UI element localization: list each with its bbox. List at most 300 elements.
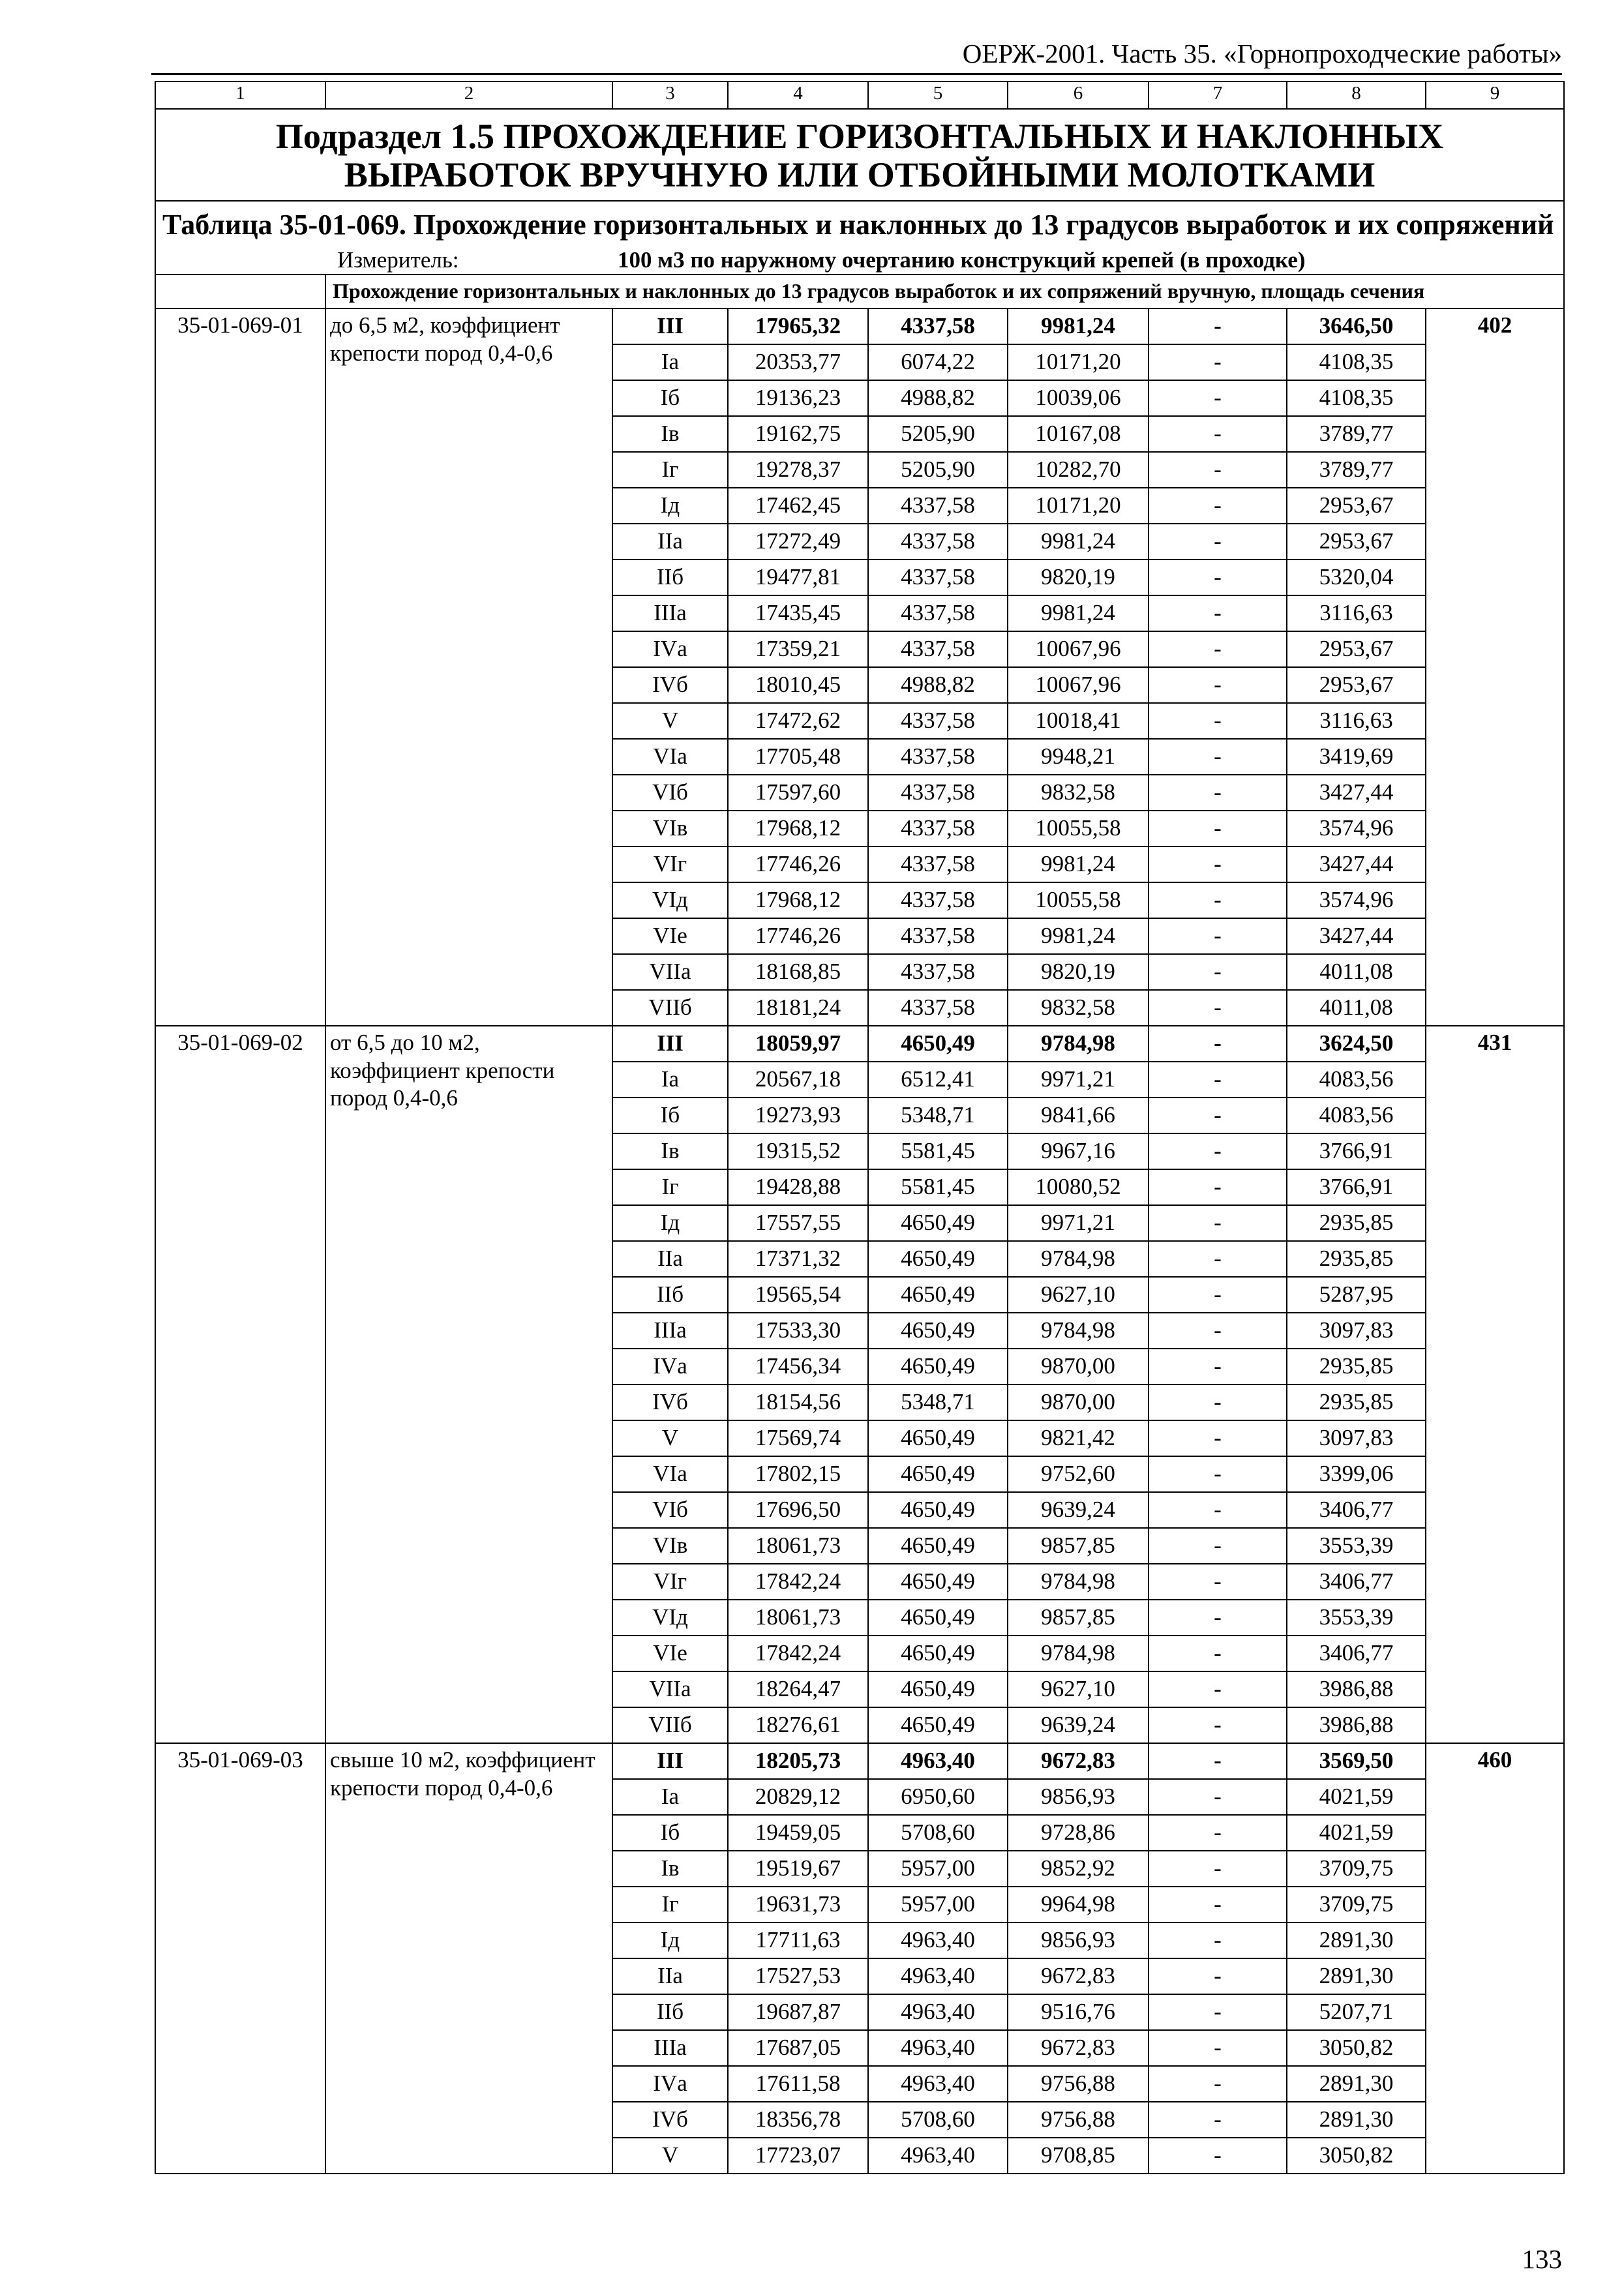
cell-c7: - <box>1149 667 1287 703</box>
cell-c3: VIIа <box>612 1671 728 1707</box>
cell-c3: Iг <box>612 1887 728 1922</box>
cell-c5: 4963,40 <box>868 1994 1008 2030</box>
column-number: 1 <box>155 82 325 109</box>
cell-c6: 9639,24 <box>1008 1707 1149 1743</box>
section-title-row <box>155 275 1564 308</box>
cell-c7: - <box>1149 488 1287 524</box>
cell-c5: 4650,49 <box>868 1205 1008 1241</box>
cell-c3: IVб <box>612 2102 728 2138</box>
cell-c7: - <box>1149 1098 1287 1133</box>
cell-c5: 4963,40 <box>868 1958 1008 1994</box>
cell-c3: VIIб <box>612 990 728 1026</box>
cell-c8: 3406,77 <box>1287 1636 1426 1671</box>
cell-c7: - <box>1149 1169 1287 1205</box>
cell-c7: - <box>1149 524 1287 560</box>
cell-c7: - <box>1149 703 1287 739</box>
cell-c6: 9672,83 <box>1008 1743 1149 1779</box>
rate-description: свыше 10 м2, коэффициент крепости пород 0,4-0,6 <box>325 1743 612 2174</box>
cell-c7: - <box>1149 1277 1287 1313</box>
cell-c8: 4083,56 <box>1287 1098 1426 1133</box>
cell-c8: 3789,77 <box>1287 452 1426 488</box>
cell-c4: 18154,56 <box>728 1384 868 1420</box>
cell-c7: - <box>1149 1492 1287 1528</box>
cell-c6: 9627,10 <box>1008 1671 1149 1707</box>
cell-c8: 4083,56 <box>1287 1062 1426 1098</box>
meter-label-cell <box>155 247 612 275</box>
cell-c3: Iа <box>612 1779 728 1815</box>
cell-c8: 2891,30 <box>1287 1958 1426 1994</box>
cell-c8: 2891,30 <box>1287 2066 1426 2102</box>
table-title: Таблица 35-01-069. Прохождение горизонтальных и наклонных до 13 градусов выработок и их сопряжений <box>155 201 1564 247</box>
rank-value: 460 <box>1426 1743 1564 2174</box>
cell-c5: 4337,58 <box>868 775 1008 811</box>
header-rule <box>151 73 1562 75</box>
cell-c6: 9857,85 <box>1008 1528 1149 1564</box>
cell-c4: 18010,45 <box>728 667 868 703</box>
cell-c6: 10080,52 <box>1008 1169 1149 1205</box>
cell-c7: - <box>1149 990 1287 1026</box>
cell-c8: 3709,75 <box>1287 1887 1426 1922</box>
cell-c6: 9870,00 <box>1008 1349 1149 1384</box>
cell-c7: - <box>1149 2102 1287 2138</box>
cell-c5: 4337,58 <box>868 524 1008 560</box>
cell-c3: Iв <box>612 1851 728 1887</box>
cell-c3: V <box>612 703 728 739</box>
cell-c3: IIIа <box>612 1313 728 1349</box>
cell-c7: - <box>1149 452 1287 488</box>
cell-c8: 3709,75 <box>1287 1851 1426 1887</box>
cell-c7: - <box>1149 1636 1287 1671</box>
rate-description: до 6,5 м2, коэффициент крепости пород 0,4-0,6 <box>325 308 612 1026</box>
cell-c6: 9967,16 <box>1008 1133 1149 1169</box>
cell-c7: - <box>1149 560 1287 595</box>
cell-c5: 6074,22 <box>868 344 1008 380</box>
cell-c7: - <box>1149 1958 1287 1994</box>
cell-c3: VIд <box>612 1600 728 1636</box>
cell-c7: - <box>1149 631 1287 667</box>
cell-c6: 9981,24 <box>1008 918 1149 954</box>
cell-c8: 2953,67 <box>1287 667 1426 703</box>
cell-c6: 9784,98 <box>1008 1026 1149 1062</box>
cell-c7: - <box>1149 1922 1287 1958</box>
cell-c3: Iг <box>612 452 728 488</box>
cell-c7: - <box>1149 1743 1287 1779</box>
cell-c5: 6512,41 <box>868 1062 1008 1098</box>
cell-c6: 9784,98 <box>1008 1564 1149 1600</box>
cell-c4: 17711,63 <box>728 1922 868 1958</box>
cell-c4: 17462,45 <box>728 488 868 524</box>
cell-c7: - <box>1149 595 1287 631</box>
cell-c6: 9856,93 <box>1008 1779 1149 1815</box>
cell-c4: 19687,87 <box>728 1994 868 2030</box>
column-number: 9 <box>1426 82 1564 109</box>
cell-c3: Iб <box>612 1098 728 1133</box>
cell-c7: - <box>1149 775 1287 811</box>
column-number: 8 <box>1287 82 1426 109</box>
cell-c7: - <box>1149 1205 1287 1241</box>
cell-c7: - <box>1149 918 1287 954</box>
cell-c3: VIа <box>612 739 728 775</box>
cell-c8: 3574,96 <box>1287 811 1426 846</box>
cell-c8: 4011,08 <box>1287 990 1426 1026</box>
cell-c4: 17371,32 <box>728 1241 868 1277</box>
cell-c6: 9870,00 <box>1008 1384 1149 1420</box>
rate-code: 35-01-069-02 <box>155 1026 325 1743</box>
cell-c3: IVб <box>612 667 728 703</box>
cell-c4: 19315,52 <box>728 1133 868 1169</box>
cell-c8: 3050,82 <box>1287 2138 1426 2174</box>
cell-c4: 17687,05 <box>728 2030 868 2066</box>
cell-c5: 5708,60 <box>868 2102 1008 2138</box>
column-number-row <box>155 82 1564 109</box>
cell-c7: - <box>1149 1241 1287 1277</box>
cell-c3: IIа <box>612 1241 728 1277</box>
cell-c3: Iд <box>612 1205 728 1241</box>
cell-c6: 9516,76 <box>1008 1994 1149 2030</box>
cell-c3: Iа <box>612 344 728 380</box>
cell-c4: 19519,67 <box>728 1851 868 1887</box>
cell-c4: 17723,07 <box>728 2138 868 2174</box>
cell-c5: 4963,40 <box>868 1922 1008 1958</box>
cell-c5: 4650,49 <box>868 1277 1008 1313</box>
cell-c4: 17533,30 <box>728 1313 868 1349</box>
cell-c6: 9639,24 <box>1008 1492 1149 1528</box>
cell-c4: 18061,73 <box>728 1528 868 1564</box>
cell-c8: 5287,95 <box>1287 1277 1426 1313</box>
cell-c5: 4337,58 <box>868 739 1008 775</box>
cell-c8: 3766,91 <box>1287 1133 1426 1169</box>
cell-c3: VIб <box>612 775 728 811</box>
cell-c7: - <box>1149 1564 1287 1600</box>
cell-c4: 17696,50 <box>728 1492 868 1528</box>
meter-value: 100 м3 по наружному очертанию конструкций крепей (в проходке) <box>612 247 1564 275</box>
cell-c5: 4650,49 <box>868 1564 1008 1600</box>
cell-c4: 17842,24 <box>728 1636 868 1671</box>
cell-c6: 10171,20 <box>1008 488 1149 524</box>
cell-c3: VIг <box>612 846 728 882</box>
subsection-row <box>155 109 1564 201</box>
cell-c7: - <box>1149 1062 1287 1098</box>
cell-c4: 19565,54 <box>728 1277 868 1313</box>
cell-c4: 17569,74 <box>728 1420 868 1456</box>
cell-c6: 9752,60 <box>1008 1456 1149 1492</box>
cell-c7: - <box>1149 1851 1287 1887</box>
cell-c5: 4963,40 <box>868 2066 1008 2102</box>
table-row <box>155 1026 1564 1062</box>
cell-c5: 5348,71 <box>868 1384 1008 1420</box>
column-number: 6 <box>1008 82 1149 109</box>
cell-c5: 5348,71 <box>868 1098 1008 1133</box>
table-title-row <box>155 201 1564 247</box>
cell-c6: 9756,88 <box>1008 2102 1149 2138</box>
cell-c5: 4963,40 <box>868 2138 1008 2174</box>
cell-c4: 18205,73 <box>728 1743 868 1779</box>
cell-c8: 3116,63 <box>1287 595 1426 631</box>
cell-c3: Iб <box>612 380 728 416</box>
cell-c5: 4337,58 <box>868 954 1008 990</box>
cell-c5: 4650,49 <box>868 1456 1008 1492</box>
cell-c8: 3766,91 <box>1287 1169 1426 1205</box>
cell-c4: 19459,05 <box>728 1815 868 1851</box>
cell-c6: 9784,98 <box>1008 1313 1149 1349</box>
cell-c8: 2935,85 <box>1287 1384 1426 1420</box>
cell-c3: IIа <box>612 524 728 560</box>
cell-c6: 9708,85 <box>1008 2138 1149 2174</box>
cell-c8: 3646,50 <box>1287 308 1426 344</box>
cell-c3: Iд <box>612 1922 728 1958</box>
cell-c6: 9981,24 <box>1008 308 1149 344</box>
cell-c8: 4108,35 <box>1287 344 1426 380</box>
cell-c5: 4650,49 <box>868 1420 1008 1456</box>
running-header: ОЕРЖ-2001. Часть 35. «Горнопроходческие работы» <box>962 38 1562 68</box>
cell-c5: 4337,58 <box>868 918 1008 954</box>
cell-c8: 3553,39 <box>1287 1528 1426 1564</box>
cell-c8: 4021,59 <box>1287 1779 1426 1815</box>
cell-c8: 3986,88 <box>1287 1707 1426 1743</box>
cell-c4: 17746,26 <box>728 846 868 882</box>
cell-c8: 3097,83 <box>1287 1420 1426 1456</box>
cell-c8: 3569,50 <box>1287 1743 1426 1779</box>
cell-c4: 19428,88 <box>728 1169 868 1205</box>
cell-c6: 9672,83 <box>1008 1958 1149 1994</box>
cell-c6: 9981,24 <box>1008 846 1149 882</box>
cell-c4: 17597,60 <box>728 775 868 811</box>
cell-c8: 3427,44 <box>1287 918 1426 954</box>
cell-c7: - <box>1149 1420 1287 1456</box>
cell-c7: - <box>1149 344 1287 380</box>
cell-c6: 9856,93 <box>1008 1922 1149 1958</box>
cell-c5: 4337,58 <box>868 990 1008 1026</box>
cell-c5: 4337,58 <box>868 488 1008 524</box>
cell-c4: 17272,49 <box>728 524 868 560</box>
cell-c3: Iв <box>612 1133 728 1169</box>
cell-c7: - <box>1149 1133 1287 1169</box>
cell-c7: - <box>1149 1994 1287 2030</box>
cell-c3: IVа <box>612 2066 728 2102</box>
cell-c3: VIв <box>612 1528 728 1564</box>
cell-c8: 3419,69 <box>1287 739 1426 775</box>
cell-c3: III <box>612 308 728 344</box>
cell-c4: 17968,12 <box>728 882 868 918</box>
cell-c6: 9852,92 <box>1008 1851 1149 1887</box>
cell-c7: - <box>1149 1456 1287 1492</box>
cell-c6: 9832,58 <box>1008 990 1149 1026</box>
cell-c6: 10167,08 <box>1008 416 1149 452</box>
cell-c7: - <box>1149 1026 1287 1062</box>
cell-c6: 9948,21 <box>1008 739 1149 775</box>
cell-c3: IIб <box>612 1994 728 2030</box>
cell-c6: 9841,66 <box>1008 1098 1149 1133</box>
cell-c3: IVа <box>612 631 728 667</box>
cell-c8: 5207,71 <box>1287 1994 1426 2030</box>
cell-c7: - <box>1149 846 1287 882</box>
cell-c5: 4650,49 <box>868 1707 1008 1743</box>
cell-c4: 17842,24 <box>728 1564 868 1600</box>
cell-c3: IIб <box>612 560 728 595</box>
cell-c5: 4650,49 <box>868 1241 1008 1277</box>
cell-c7: - <box>1149 2030 1287 2066</box>
cell-c8: 2935,85 <box>1287 1205 1426 1241</box>
cell-c3: VIв <box>612 811 728 846</box>
rates-table <box>155 81 1565 2174</box>
cell-c6: 10067,96 <box>1008 631 1149 667</box>
cell-c4: 18276,61 <box>728 1707 868 1743</box>
cell-c6: 10067,96 <box>1008 667 1149 703</box>
cell-c7: - <box>1149 1349 1287 1384</box>
cell-c7: - <box>1149 1313 1287 1349</box>
cell-c5: 4650,49 <box>868 1528 1008 1564</box>
cell-c5: 4337,58 <box>868 560 1008 595</box>
cell-c5: 4988,82 <box>868 380 1008 416</box>
cell-c3: VIа <box>612 1456 728 1492</box>
cell-c7: - <box>1149 882 1287 918</box>
cell-c3: IIIа <box>612 2030 728 2066</box>
cell-c7: - <box>1149 1779 1287 1815</box>
cell-c5: 4650,49 <box>868 1026 1008 1062</box>
table-row <box>155 308 1564 344</box>
cell-c5: 4650,49 <box>868 1636 1008 1671</box>
cell-c4: 17968,12 <box>728 811 868 846</box>
cell-c7: - <box>1149 1384 1287 1420</box>
cell-c8: 2953,67 <box>1287 631 1426 667</box>
meter-label: Измеритель: <box>337 247 459 273</box>
empty-cell <box>155 275 325 308</box>
cell-c6: 10018,41 <box>1008 703 1149 739</box>
cell-c3: IIб <box>612 1277 728 1313</box>
cell-c6: 10282,70 <box>1008 452 1149 488</box>
cell-c4: 20567,18 <box>728 1062 868 1098</box>
section-title: Прохождение горизонтальных и наклонных до 13 градусов выработок и их сопряжений вручную, площадь сечения <box>325 275 1564 308</box>
cell-c6: 9981,24 <box>1008 595 1149 631</box>
cell-c3: Iб <box>612 1815 728 1851</box>
cell-c8: 3789,77 <box>1287 416 1426 452</box>
cell-c6: 9820,19 <box>1008 954 1149 990</box>
cell-c4: 19477,81 <box>728 560 868 595</box>
cell-c8: 3399,06 <box>1287 1456 1426 1492</box>
cell-c8: 2953,67 <box>1287 524 1426 560</box>
cell-c5: 4650,49 <box>868 1349 1008 1384</box>
cell-c6: 9971,21 <box>1008 1205 1149 1241</box>
column-number: 2 <box>325 82 612 109</box>
cell-c8: 2935,85 <box>1287 1241 1426 1277</box>
cell-c4: 17705,48 <box>728 739 868 775</box>
cell-c5: 4337,58 <box>868 811 1008 846</box>
cell-c6: 9672,83 <box>1008 2030 1149 2066</box>
cell-c6: 9971,21 <box>1008 1062 1149 1098</box>
cell-c5: 6950,60 <box>868 1779 1008 1815</box>
cell-c8: 3050,82 <box>1287 2030 1426 2066</box>
cell-c4: 17746,26 <box>728 918 868 954</box>
cell-c6: 9964,98 <box>1008 1887 1149 1922</box>
cell-c6: 9784,98 <box>1008 1636 1149 1671</box>
cell-c5: 5957,00 <box>868 1887 1008 1922</box>
cell-c6: 9756,88 <box>1008 2066 1149 2102</box>
cell-c7: - <box>1149 1887 1287 1922</box>
cell-c6: 9832,58 <box>1008 775 1149 811</box>
cell-c6: 9728,86 <box>1008 1815 1149 1851</box>
cell-c3: IIа <box>612 1958 728 1994</box>
rate-description: от 6,5 до 10 м2, коэффициент крепости пород 0,4-0,6 <box>325 1026 612 1743</box>
cell-c7: - <box>1149 2066 1287 2102</box>
cell-c4: 18356,78 <box>728 2102 868 2138</box>
cell-c5: 4650,49 <box>868 1313 1008 1349</box>
cell-c7: - <box>1149 380 1287 416</box>
cell-c7: - <box>1149 308 1287 344</box>
cell-c5: 5708,60 <box>868 1815 1008 1851</box>
cell-c8: 3427,44 <box>1287 846 1426 882</box>
cell-c3: Iд <box>612 488 728 524</box>
cell-c3: VIе <box>612 918 728 954</box>
cell-c3: VIе <box>612 1636 728 1671</box>
cell-c4: 18059,97 <box>728 1026 868 1062</box>
column-number: 5 <box>868 82 1008 109</box>
cell-c3: VIIа <box>612 954 728 990</box>
rate-code: 35-01-069-03 <box>155 1743 325 2174</box>
rank-value: 402 <box>1426 308 1564 1026</box>
cell-c3: V <box>612 2138 728 2174</box>
cell-c4: 17557,55 <box>728 1205 868 1241</box>
column-number: 7 <box>1149 82 1287 109</box>
cell-c3: Iг <box>612 1169 728 1205</box>
cell-c7: - <box>1149 1815 1287 1851</box>
cell-c3: III <box>612 1743 728 1779</box>
cell-c5: 4337,58 <box>868 631 1008 667</box>
cell-c4: 17456,34 <box>728 1349 868 1384</box>
cell-c5: 4650,49 <box>868 1600 1008 1636</box>
cell-c5: 4650,49 <box>868 1492 1008 1528</box>
cell-c8: 3116,63 <box>1287 703 1426 739</box>
cell-c5: 4650,49 <box>868 1671 1008 1707</box>
cell-c7: - <box>1149 2138 1287 2174</box>
cell-c5: 4337,58 <box>868 882 1008 918</box>
page-number: 133 <box>1522 2244 1562 2274</box>
cell-c8: 5320,04 <box>1287 560 1426 595</box>
cell-c3: Iа <box>612 1062 728 1098</box>
cell-c6: 10039,06 <box>1008 380 1149 416</box>
cell-c3: IVб <box>612 1384 728 1420</box>
column-number: 3 <box>612 82 728 109</box>
cell-c7: - <box>1149 1671 1287 1707</box>
cell-c5: 4337,58 <box>868 846 1008 882</box>
cell-c8: 3574,96 <box>1287 882 1426 918</box>
cell-c4: 18264,47 <box>728 1671 868 1707</box>
cell-c3: IIIа <box>612 595 728 631</box>
cell-c5: 5581,45 <box>868 1133 1008 1169</box>
cell-c8: 3406,77 <box>1287 1564 1426 1600</box>
cell-c6: 9627,10 <box>1008 1277 1149 1313</box>
cell-c6: 9821,42 <box>1008 1420 1149 1456</box>
cell-c6: 10171,20 <box>1008 344 1149 380</box>
cell-c5: 4337,58 <box>868 703 1008 739</box>
column-number: 4 <box>728 82 868 109</box>
cell-c8: 4011,08 <box>1287 954 1426 990</box>
cell-c5: 5205,90 <box>868 452 1008 488</box>
cell-c5: 5581,45 <box>868 1169 1008 1205</box>
cell-c3: V <box>612 1420 728 1456</box>
cell-c4: 17527,53 <box>728 1958 868 1994</box>
cell-c3: VIIб <box>612 1707 728 1743</box>
cell-c4: 19631,73 <box>728 1887 868 1922</box>
cell-c7: - <box>1149 954 1287 990</box>
cell-c8: 2935,85 <box>1287 1349 1426 1384</box>
cell-c7: - <box>1149 1528 1287 1564</box>
cell-c8: 3624,50 <box>1287 1026 1426 1062</box>
cell-c3: VIб <box>612 1492 728 1528</box>
cell-c4: 19273,93 <box>728 1098 868 1133</box>
cell-c4: 17472,62 <box>728 703 868 739</box>
cell-c4: 17802,15 <box>728 1456 868 1492</box>
subsection-title: Подраздел 1.5 ПРОХОЖДЕНИЕ ГОРИЗОНТАЛЬНЫХ И НАКЛОННЫХ ВЫРАБОТОК ВРУЧНУЮ ИЛИ ОТБОЙНЫМИ МОЛОТКАМИ <box>155 109 1564 201</box>
